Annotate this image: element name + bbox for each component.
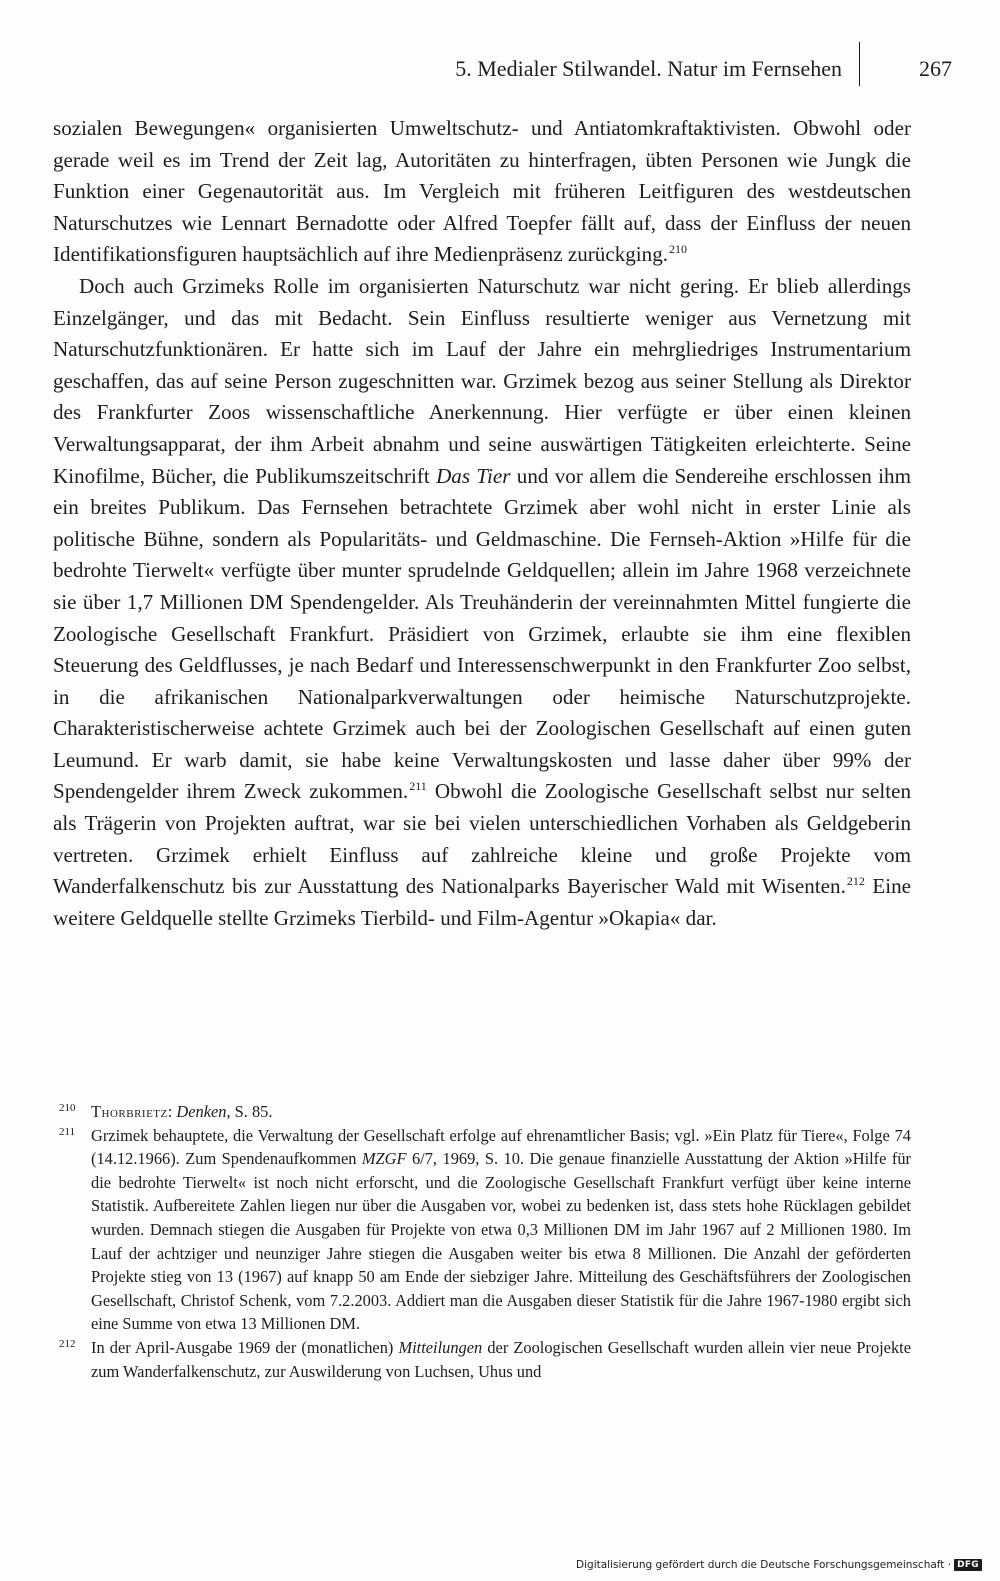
dfg-logo-icon: DFG (954, 1559, 982, 1571)
paragraph-2 (53, 271, 911, 934)
footnote-text-b: der Zoologischen Gesellschaft wurden allein vier neue Projekte zum Wanderfalkenschutz, zur Auswilderung von Luchsen, Uhus und (91, 1337, 911, 1381)
page-number: 267 (919, 56, 952, 81)
footnote-title: MZGF (361, 1149, 407, 1169)
paragraph-1-text: sozialen Bewegungen« organisierten Umweltschutz- und Antiatomkraftaktivisten. Obwohl oder gerade weil es im Trend der Zeit lag, Autoritäten zu hinterfragen, übten Personen wie Jungk die Funktion einer Gegenautorität aus. Im Vergleich mit früheren Leitfiguren des westdeutschen Naturschutzes wie Lennart Bernadotte oder Alfred Toepfer fällt auf, dass der Einfluss der neuen Identifikationsfiguren hauptsächlich auf ihre Medienpräsenz zurückging. (53, 116, 911, 267)
footnote-number: 210 (59, 1102, 76, 1114)
paragraph-2-text-b: und vor allem die Sendereihe erschlossen ihm ein breites Publikum. Das Fernsehen betrachtete Grzimek aber wohl nicht in erster Linie als politische Bühne, sondern als Popularitäts- und Geldmaschine. Die Fernseh-Aktion »Hilfe für die bedrohte Tierwelt« verfügte über munter sprudelnde Geldquellen; allein im Jahre 1968 verzeichnete sie über 1,7 Millionen DM Spendengelder. Als Treuhänderin der vereinnahmten Mittel fungierte die Zoologische Gesellschaft Frankfurt. Präsidiert von Grzimek, erlaubte sie ihm eine flexiblen Steuerung des Geldflusses, je nach Bedarf und Interessenschwerpunkt in den Frankfurter Zoo selbst, in die afrikanischen Nationalparkverwaltungen oder heimische Naturschutzprojekte. Charakteristischerweise achtete Grzimek auch bei der Zoologischen Gesellschaft auf einen guten Leumund. Er warb damit, sie habe keine Verwaltungskosten und lasse daher über 99% der Spendengelder ihrem Zweck zukommen. (53, 463, 911, 804)
footnote-210 (53, 1100, 911, 1124)
paragraph-2-text-d: Eine weitere Geldquelle stellte Grzimeks Tierbild- und Film-Agentur »Okapia« dar. (53, 874, 911, 930)
footnote-ref-210[interactable]: 210 (669, 242, 688, 257)
main-text (53, 113, 911, 934)
footnote-ref-211[interactable]: 211 (409, 779, 427, 794)
footnote-text-b: 6/7, 1969, S. 10. Die genaue finanzielle Ausstattung der Aktion »Hilfe für die bedrohte Tierwelt« ist noch nicht erforscht, und die Zoologische Gesellschaft Frankfurt verfügt über keine interne Statistik. Aufbereitete Zahlen liegen nur über die Ausgaben vor, wobei zu bedenken ist, dass stets hohe Rücklagen gebildet wurden. Demnach stiegen die Ausgaben für Projekte von etwa 0,3 Millionen DM im Jahr 1967 auf 2 Millionen 1980. Im Lauf der achtziger und neunziger Jahre stiegen die Ausgaben weiter bis etwa 8 Millionen. Die Anzahl der geförderten Projekte stieg von 13 (1967) auf knapp 50 am Ende der siebziger Jahre. Mitteilung des Geschäftsführers der Zoologischen Gesellschaft, Christof Schenk, vom 7.2.2003. Addiert man die Ausgaben dieser Statistik für die Jahre 1967-1980 ergibt sich eine Summe von etwa 13 Millionen DM. (91, 1149, 911, 1334)
footnote-211 (53, 1124, 911, 1336)
footnotes (53, 1100, 911, 1383)
paragraph-2-text-a: Doch auch Grzimeks Rolle im organisierten Naturschutz war nicht gering. Er blieb allerdings Einzelgänger, und das mit Bedacht. Sein Einfluss resultierte weniger aus Vernetzung mit Naturschutzfunktionären. Er hatte sich im Lauf der Jahre ein mehrgliedriges Instrumentarium geschaffen, das auf seine Person zugeschnitten war. Grzimek bezog aus seiner Stellung als Direktor des Frankfurter Zoos wissenschaftliche Anerkennung. Hier verfügte er über einen kleinen Verwaltungsapparat, der ihm Arbeit abnahm und seine auswärtigen Tätigkeiten erleichterte. Seine Kinofilme, Bücher, die Publikumszeitschrift (53, 273, 911, 488)
paragraph-1 (53, 113, 911, 271)
digitization-imprint (576, 1559, 982, 1571)
periodical-title: Das Tier (436, 463, 511, 488)
chapter-title: 5. Medialer Stilwandel. Natur im Fernsehen (455, 56, 842, 81)
paragraph-2-text-c: Obwohl die Zoologische Gesellschaft selbst nur selten als Trägerin von Projekten auftrat, war sie bei vielen unterschiedlichen Vorhaben als Geldgeberin vertreten. Grzimek erhielt Einfluss auf zahlreiche kleine und große Projekte vom Wanderfalkenschutz bis zur Ausstattung des Nationalparks Bayerischer Wald mit Wisenten. (53, 779, 911, 899)
footnote-number: 211 (59, 1125, 76, 1138)
footnote-title: Mitteilungen (398, 1337, 483, 1357)
footnote-212 (53, 1336, 911, 1383)
footnote-number: 212 (59, 1337, 76, 1350)
footnote-rest: , S. 85. (226, 1102, 273, 1121)
footnote-text-a: Grzimek behauptete, die Verwaltung der Gesellschaft erfolge auf ehrenamtlicher Basis; vgl. »Ein Platz für Tiere«, Folge 74 (14.12.1966). Zum Spendenaufkommen (91, 1125, 911, 1169)
footnote-separator: : (167, 1102, 177, 1121)
footnote-ref-212[interactable]: 212 (846, 874, 865, 889)
imprint-text: Digitalisierung gefördert durch die Deutsche Forschungsgemeinschaft · (576, 1559, 952, 1571)
footnote-author: Thorbrietz (91, 1102, 168, 1121)
footnote-title: Denken (176, 1102, 227, 1121)
footnote-text-a: In der April-Ausgabe 1969 der (monatlichen) (91, 1337, 399, 1357)
header-divider (859, 42, 861, 86)
running-head (120, 52, 952, 92)
